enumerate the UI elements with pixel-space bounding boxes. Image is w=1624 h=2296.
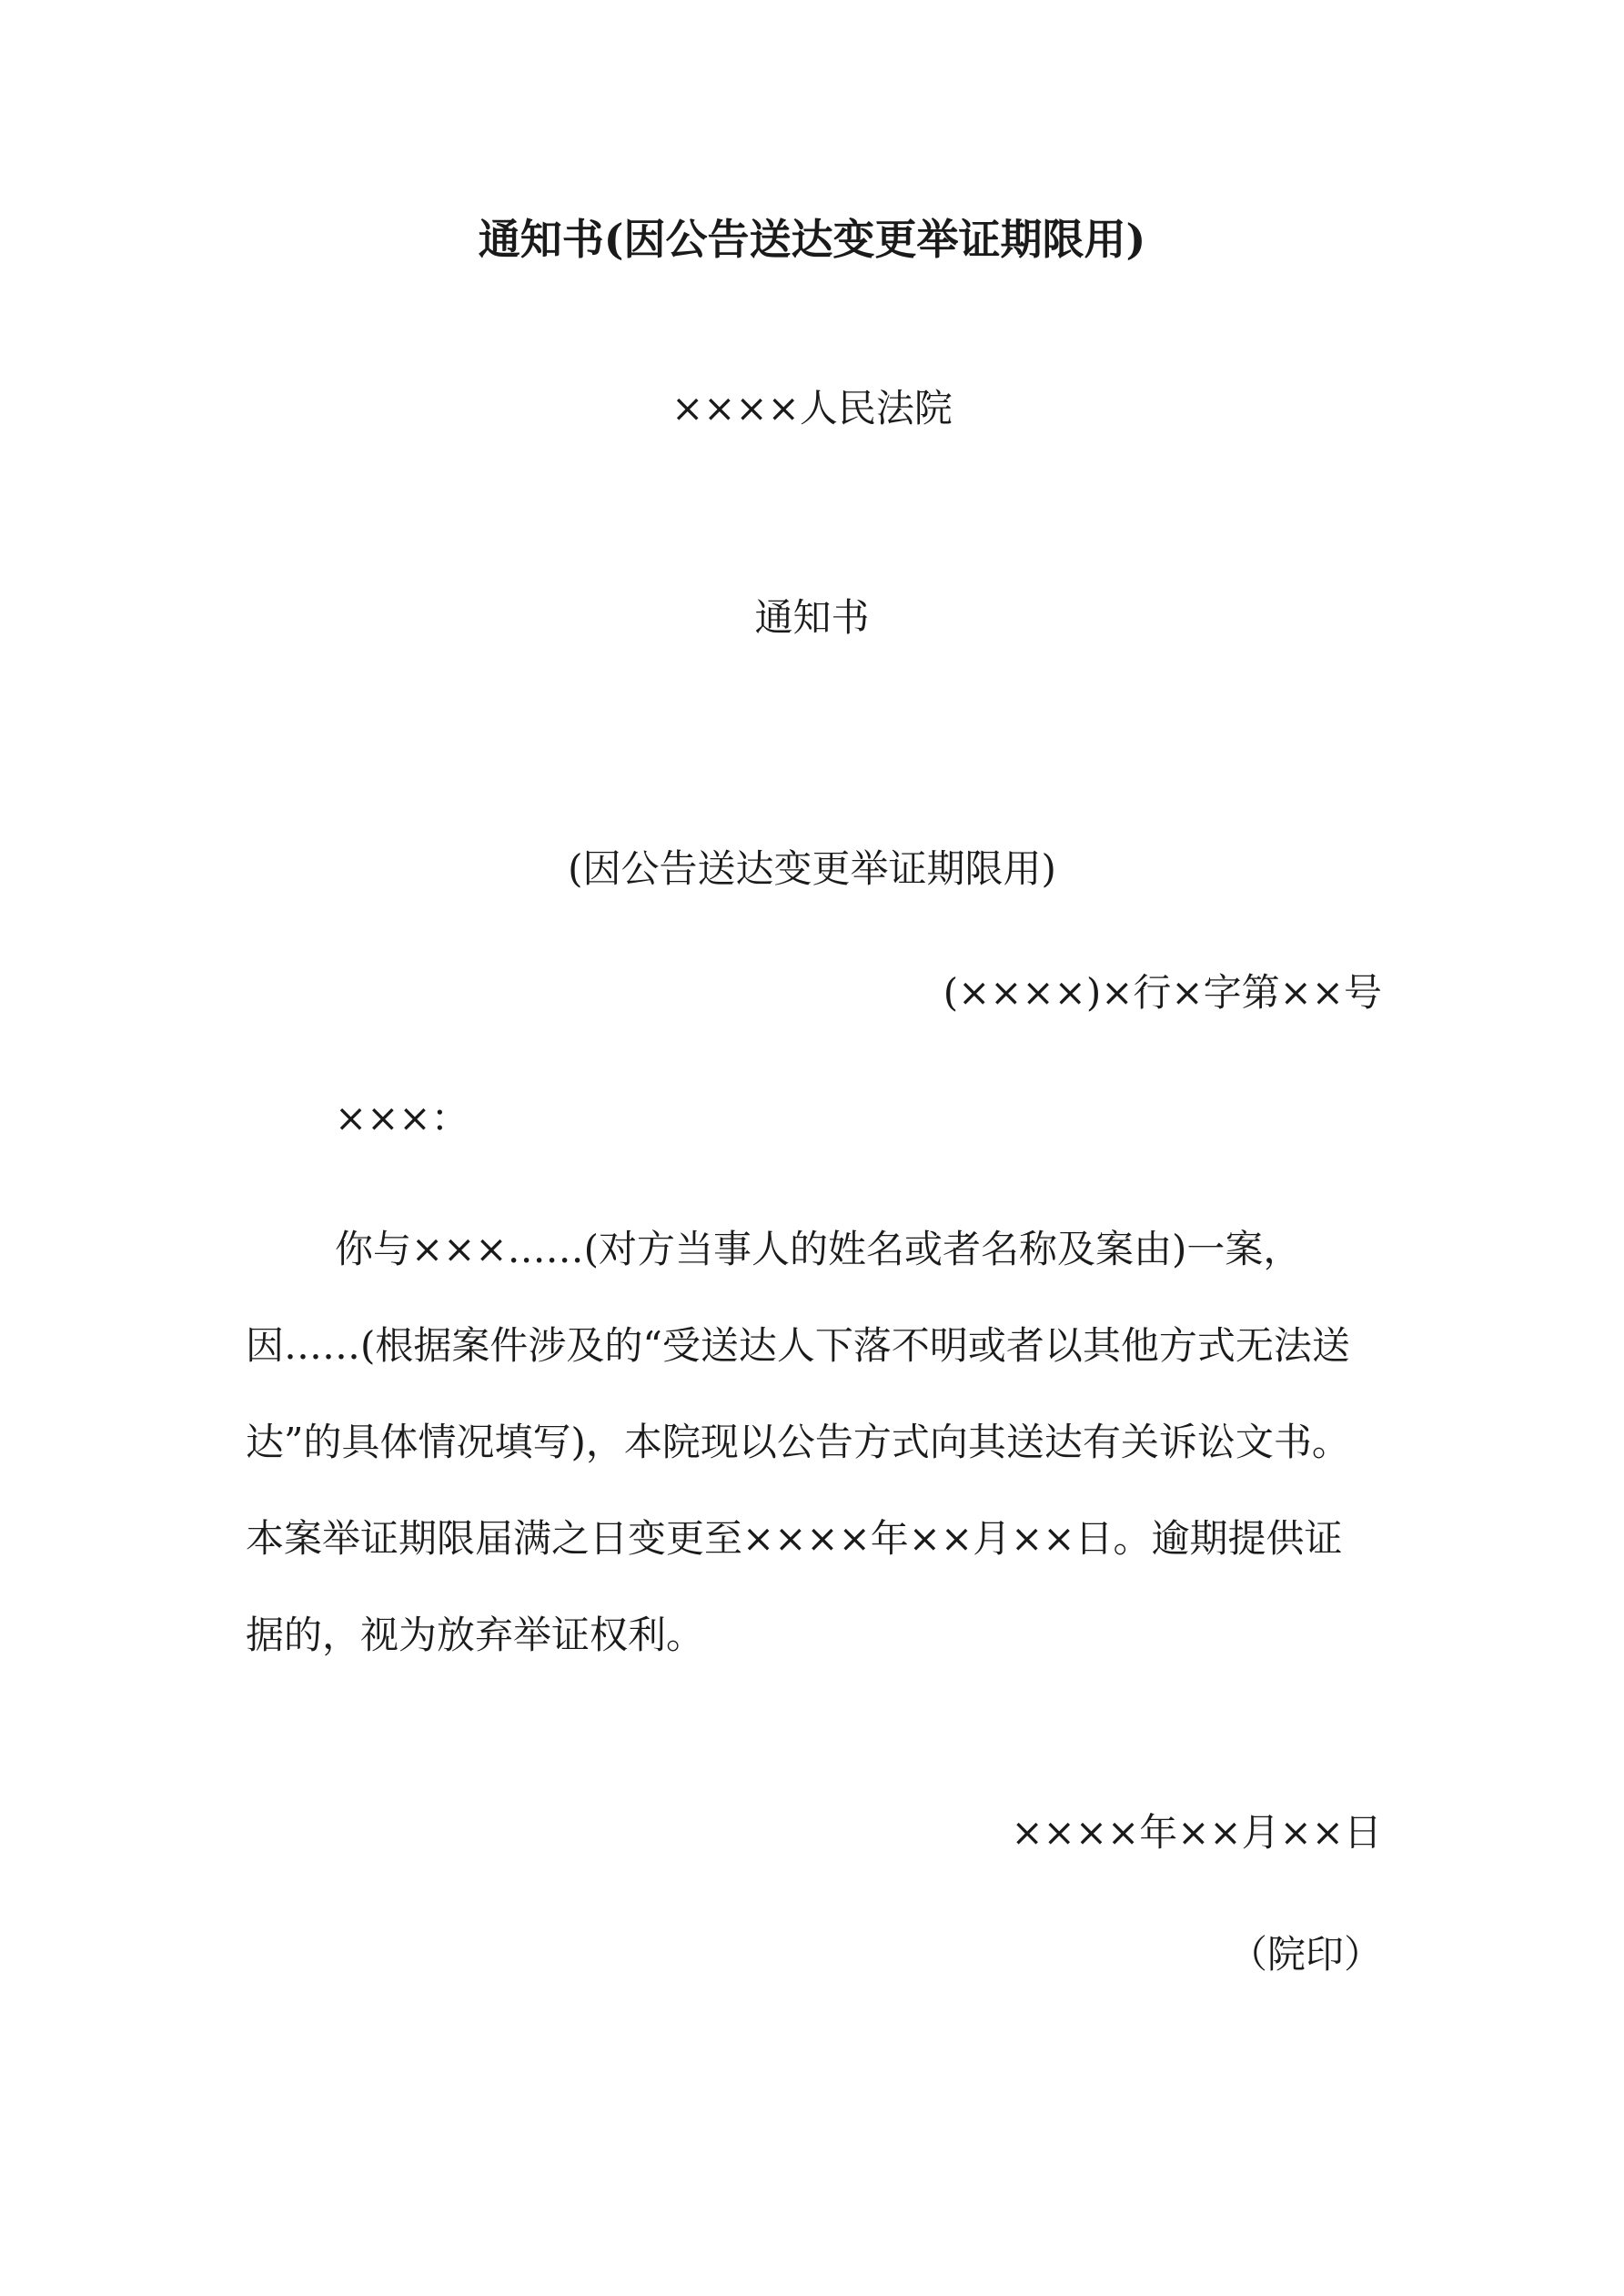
case-number: (××××)×行×字第××号 bbox=[943, 970, 1382, 1015]
body-line: 达”的具体情况填写)，本院现以公告方式向其送达有关诉讼文书。 bbox=[246, 1420, 1350, 1464]
document-title: 通知书 bbox=[754, 595, 870, 640]
body-paragraph bbox=[246, 1201, 1383, 1684]
document-subtitle: (因公告送达变更举证期限用) bbox=[568, 846, 1056, 891]
seal-note: （院印） bbox=[1228, 1932, 1382, 1977]
salutation: ×××： bbox=[335, 1096, 469, 1140]
body-line: 因……(根据案件涉及的“受送达人下落不明或者以其他方式无法送 bbox=[246, 1323, 1350, 1368]
body-line: 你与×××……(对方当事人的姓名或者名称及案由)一案， bbox=[335, 1227, 1302, 1271]
main-title: 通知书(因公告送达变更举证期限用) bbox=[478, 215, 1146, 264]
signature-date: ××××年××月××日 bbox=[1011, 1810, 1382, 1855]
body-line: 据的，视为放弃举证权利。 bbox=[246, 1613, 705, 1657]
court-name: ××××人民法院 bbox=[671, 386, 953, 430]
body-line: 本案举证期限届满之日变更至××××年××月××日。逾期提供证 bbox=[246, 1516, 1343, 1561]
